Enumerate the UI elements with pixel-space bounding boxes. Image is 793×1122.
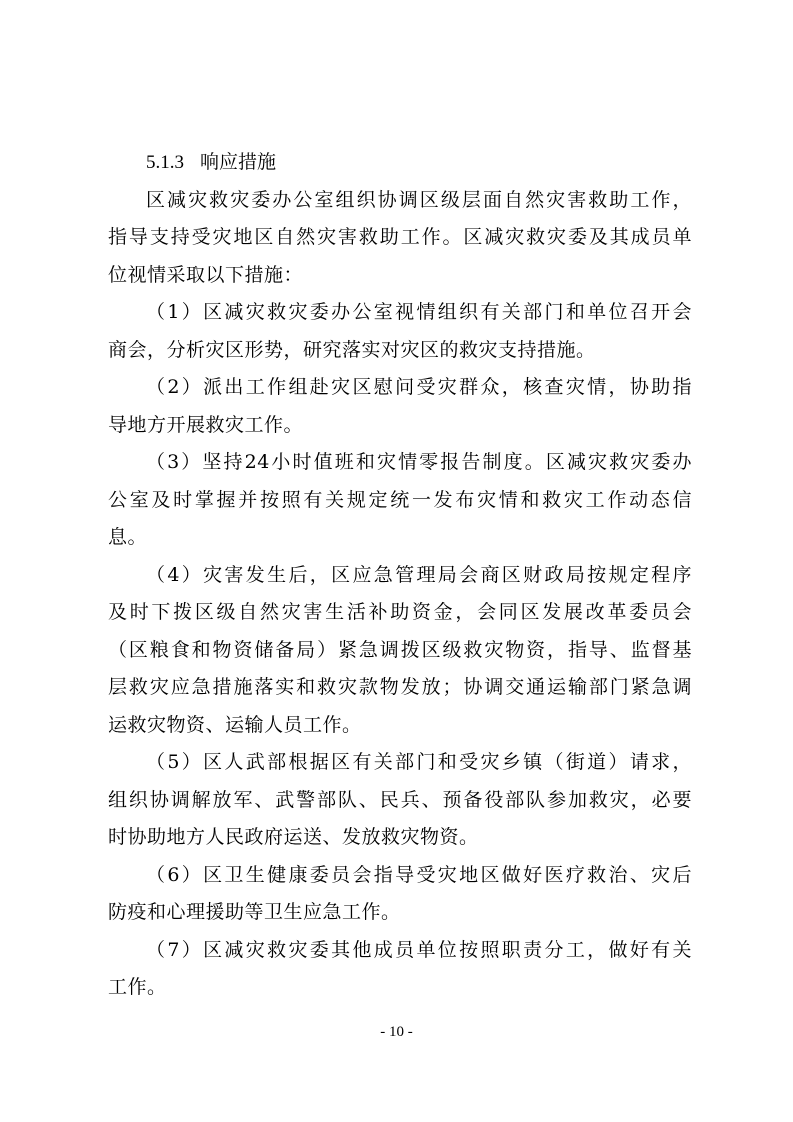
text-line: 指导支持受灾地区自然灾害救助工作。区减灾救灾委及其成员单 bbox=[108, 226, 692, 248]
text-line: （3）坚持24小时值班和灾情零报告制度。区减灾救灾委办 bbox=[146, 451, 692, 473]
paragraph-item-5 bbox=[108, 744, 692, 857]
text-line: 时协助地方人民政府运送、发放救灾物资。 bbox=[108, 826, 479, 848]
document-body bbox=[108, 144, 692, 1007]
text-line: 导地方开展救灾工作。 bbox=[108, 413, 304, 436]
text-line: （7）区减灾救灾委其他成员单位按照职责分工，做好有关 bbox=[146, 938, 692, 961]
text-line: （6）区卫生健康委员会指导受灾地区做好医疗救治、灾后 bbox=[146, 863, 692, 886]
paragraph-item-4 bbox=[108, 557, 692, 745]
text-line: 公室及时掌握并按照有关规定统一发布灾情和救灾工作动态信 bbox=[108, 488, 692, 511]
text-line: 层救灾应急措施落实和救灾款物发放；协调交通运输部门紧急调 bbox=[108, 676, 692, 698]
paragraph-item-3 bbox=[108, 444, 692, 557]
text-line: （2）派出工作组赴灾区慰问受灾群众，核查灾情，协助指 bbox=[146, 376, 692, 398]
text-line: （5）区人武部根据区有关部门和受灾乡镇（街道）请求， bbox=[146, 751, 692, 773]
text-line: 工作。 bbox=[108, 976, 167, 998]
text-line: 及时下拨区级自然灾害生活补助资金，会同区发展改革委员会 bbox=[108, 601, 692, 623]
text-line: 商会，分析灾区形势，研究落实对灾区的救灾支持措施。 bbox=[108, 338, 596, 361]
paragraph-item-7 bbox=[108, 932, 692, 1007]
text-line: 息。 bbox=[108, 526, 148, 548]
page-number: - 10 - bbox=[380, 1024, 413, 1040]
text-line: 组织协调解放军、武警部队、民兵、预备役部队参加救灾，必要 bbox=[108, 788, 692, 811]
section-title: 响应措施 bbox=[200, 151, 277, 173]
paragraph-item-2 bbox=[108, 369, 692, 444]
text-line: 区减灾救灾委办公室组织协调区级层面自然灾害救助工作， bbox=[146, 188, 692, 211]
text-line: （1）区减灾救灾委办公室视情组织有关部门和单位召开会 bbox=[146, 301, 692, 323]
text-line: （区粮食和物资储备局）紧急调拨区级救灾物资，指导、监督基 bbox=[108, 638, 692, 661]
paragraph-item-1 bbox=[108, 294, 692, 369]
text-line: 运救灾物资、运输人员工作。 bbox=[108, 713, 362, 736]
paragraph-intro bbox=[108, 182, 692, 295]
section-heading bbox=[108, 144, 692, 182]
text-line: 防疫和心理援助等卫生应急工作。 bbox=[108, 901, 401, 923]
text-line: （4）灾害发生后，区应急管理局会商区财政局按规定程序 bbox=[146, 563, 692, 586]
text-line: 位视情采取以下措施： bbox=[108, 263, 304, 286]
paragraph-item-6 bbox=[108, 857, 692, 932]
section-number: 5.1.3 bbox=[146, 152, 184, 173]
